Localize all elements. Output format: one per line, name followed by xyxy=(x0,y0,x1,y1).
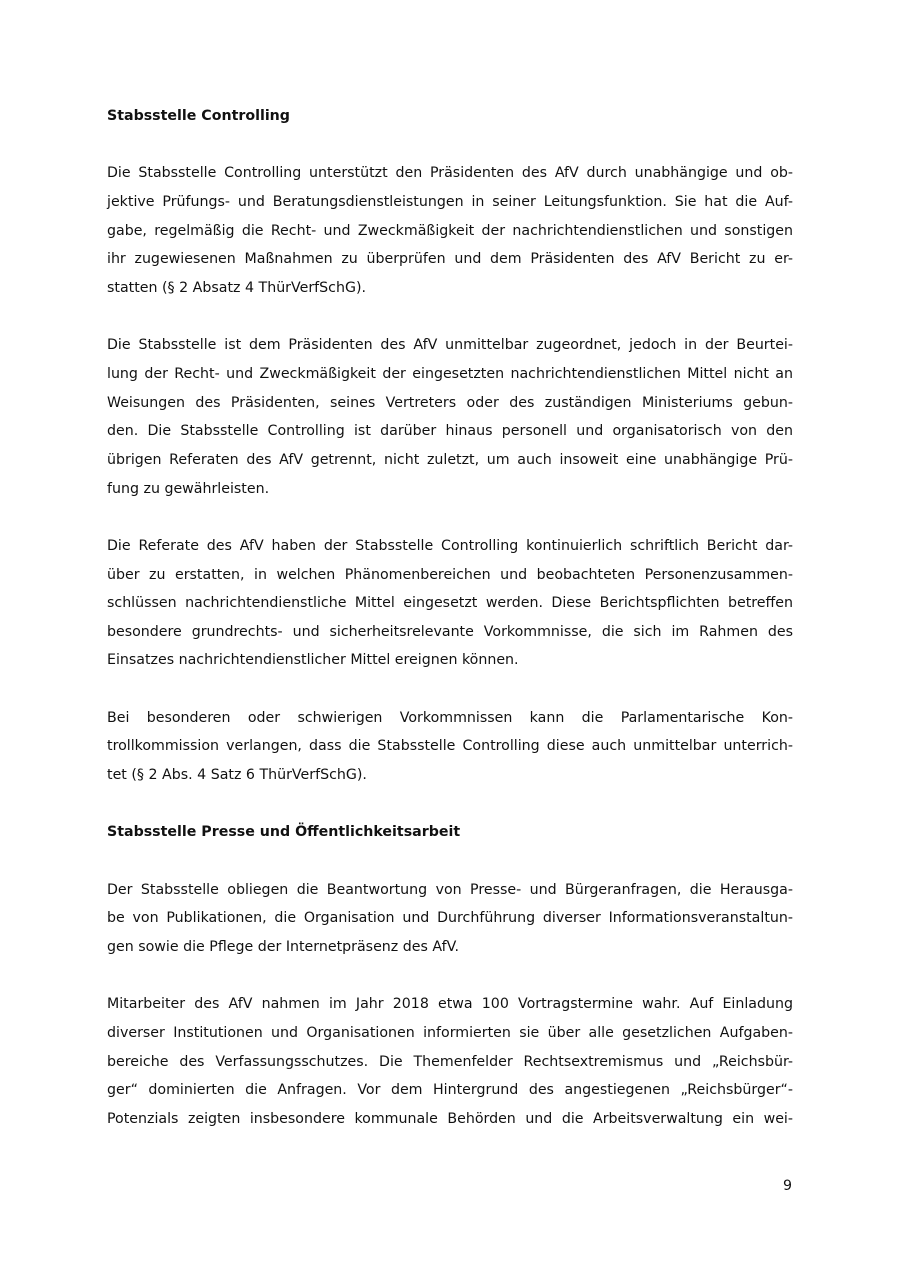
text-line: Die Stabsstelle Controlling unterstützt den Präsidenten des AfV durch unabhängige und ob- xyxy=(107,165,793,182)
text-line: be von Publikationen, die Organisation und Durchführung diverser Informationsveranstaltun- xyxy=(107,910,793,927)
blank-line xyxy=(107,847,793,876)
blank-line xyxy=(107,131,793,160)
section-heading: Stabsstelle Controlling xyxy=(107,108,290,124)
blank-line xyxy=(107,303,793,332)
blank-line xyxy=(107,503,793,532)
paragraph xyxy=(107,876,793,962)
paragraph xyxy=(107,532,793,675)
text-line: tet (§ 2 Abs. 4 Satz 6 ThürVerfSchG). xyxy=(107,767,367,784)
text-line: Die Stabsstelle ist dem Präsidenten des AfV unmittelbar zugeordnet, jedoch in der Beurtei- xyxy=(107,337,793,354)
text-line: ger“ dominierten die Anfragen. Vor dem Hintergrund des angestiegenen „Reichsbürger“- xyxy=(107,1082,793,1099)
paragraph xyxy=(107,990,793,1133)
text-line: Die Referate des AfV haben der Stabsstelle Controlling kontinuierlich schriftlich Bericht dar- xyxy=(107,537,793,554)
page-number: 9 xyxy=(782,1178,792,1194)
text-line: diverser Institutionen und Organisationen informierten sie über alle gesetzlichen Aufgaben- xyxy=(107,1025,793,1041)
text-line: trollkommission verlangen, dass die Stabsstelle Controlling diese auch unmittelbar unterrich- xyxy=(107,738,793,755)
text-line: Einsatzes nachrichtendienstlicher Mittel ereignen können. xyxy=(107,652,519,669)
blank-line xyxy=(107,675,793,704)
text-line: gabe, regelmäßig die Recht- und Zweckmäßigkeit der nachrichtendienstlichen und sonstigen xyxy=(107,222,793,239)
text-line: schlüssen nachrichtendienstliche Mittel eingesetzt werden. Diese Berichtspflichten betreffen xyxy=(107,595,793,612)
text-line: Potenzials zeigten insbesondere kommunale Behörden und die Arbeitsverwaltung ein wei- xyxy=(107,1110,793,1127)
blank-line xyxy=(107,962,793,991)
blank-line xyxy=(107,790,793,819)
text-line: besondere grundrechts- und sicherheitsrelevante Vorkommnisse, die sich im Rahmen des xyxy=(107,623,793,640)
text-line: übrigen Referaten des AfV getrennt, nicht zuletzt, um auch insoweit eine unabhängige Prü- xyxy=(107,451,793,468)
text-line: Der Stabsstelle obliegen die Beantwortung von Presse- und Bürgeranfragen, die Herausga- xyxy=(107,881,793,898)
document-body xyxy=(107,102,793,1134)
text-line: jektive Prüfungs- und Beratungsdienstleistungen in seiner Leitungsfunktion. Sie hat die Auf- xyxy=(107,193,793,210)
text-line: Weisungen des Präsidenten, seines Vertreters oder des zuständigen Ministeriums gebun- xyxy=(107,394,793,411)
text-line: ihr zugewiesenen Maßnahmen zu überprüfen und dem Präsidenten des AfV Bericht zu er- xyxy=(107,251,793,268)
paragraph xyxy=(107,704,793,790)
section-heading: Stabsstelle Presse und Öffentlichkeitsarbeit xyxy=(107,824,461,841)
text-line: Mitarbeiter des AfV nahmen im Jahr 2018 etwa 100 Vortragstermine wahr. Auf Einladung xyxy=(107,996,793,1013)
text-line: fung zu gewährleisten. xyxy=(107,480,270,497)
text-line: über zu erstatten, in welchen Phänomenbereichen und beobachteten Personenzusammen- xyxy=(107,566,793,583)
paragraph xyxy=(107,331,793,503)
text-line: bereiche des Verfassungsschutzes. Die Themenfelder Rechtsextremismus und „Reichsbür- xyxy=(107,1053,793,1070)
text-line: den. Die Stabsstelle Controlling ist darüber hinaus personell und organisatorisch von den xyxy=(107,423,793,440)
paragraph xyxy=(107,159,793,302)
text-line: gen sowie die Pflege der Internetpräsenz des AfV. xyxy=(107,939,459,956)
text-line: lung der Recht- und Zweckmäßigkeit der eingesetzten nachrichtendienstlichen Mittel nicht an xyxy=(107,365,793,382)
text-line: statten (§ 2 Absatz 4 ThürVerfSchG). xyxy=(107,279,367,296)
text-line: Bei besonderen oder schwierigen Vorkommnissen kann die Parlamentarische Kon- xyxy=(107,709,793,726)
